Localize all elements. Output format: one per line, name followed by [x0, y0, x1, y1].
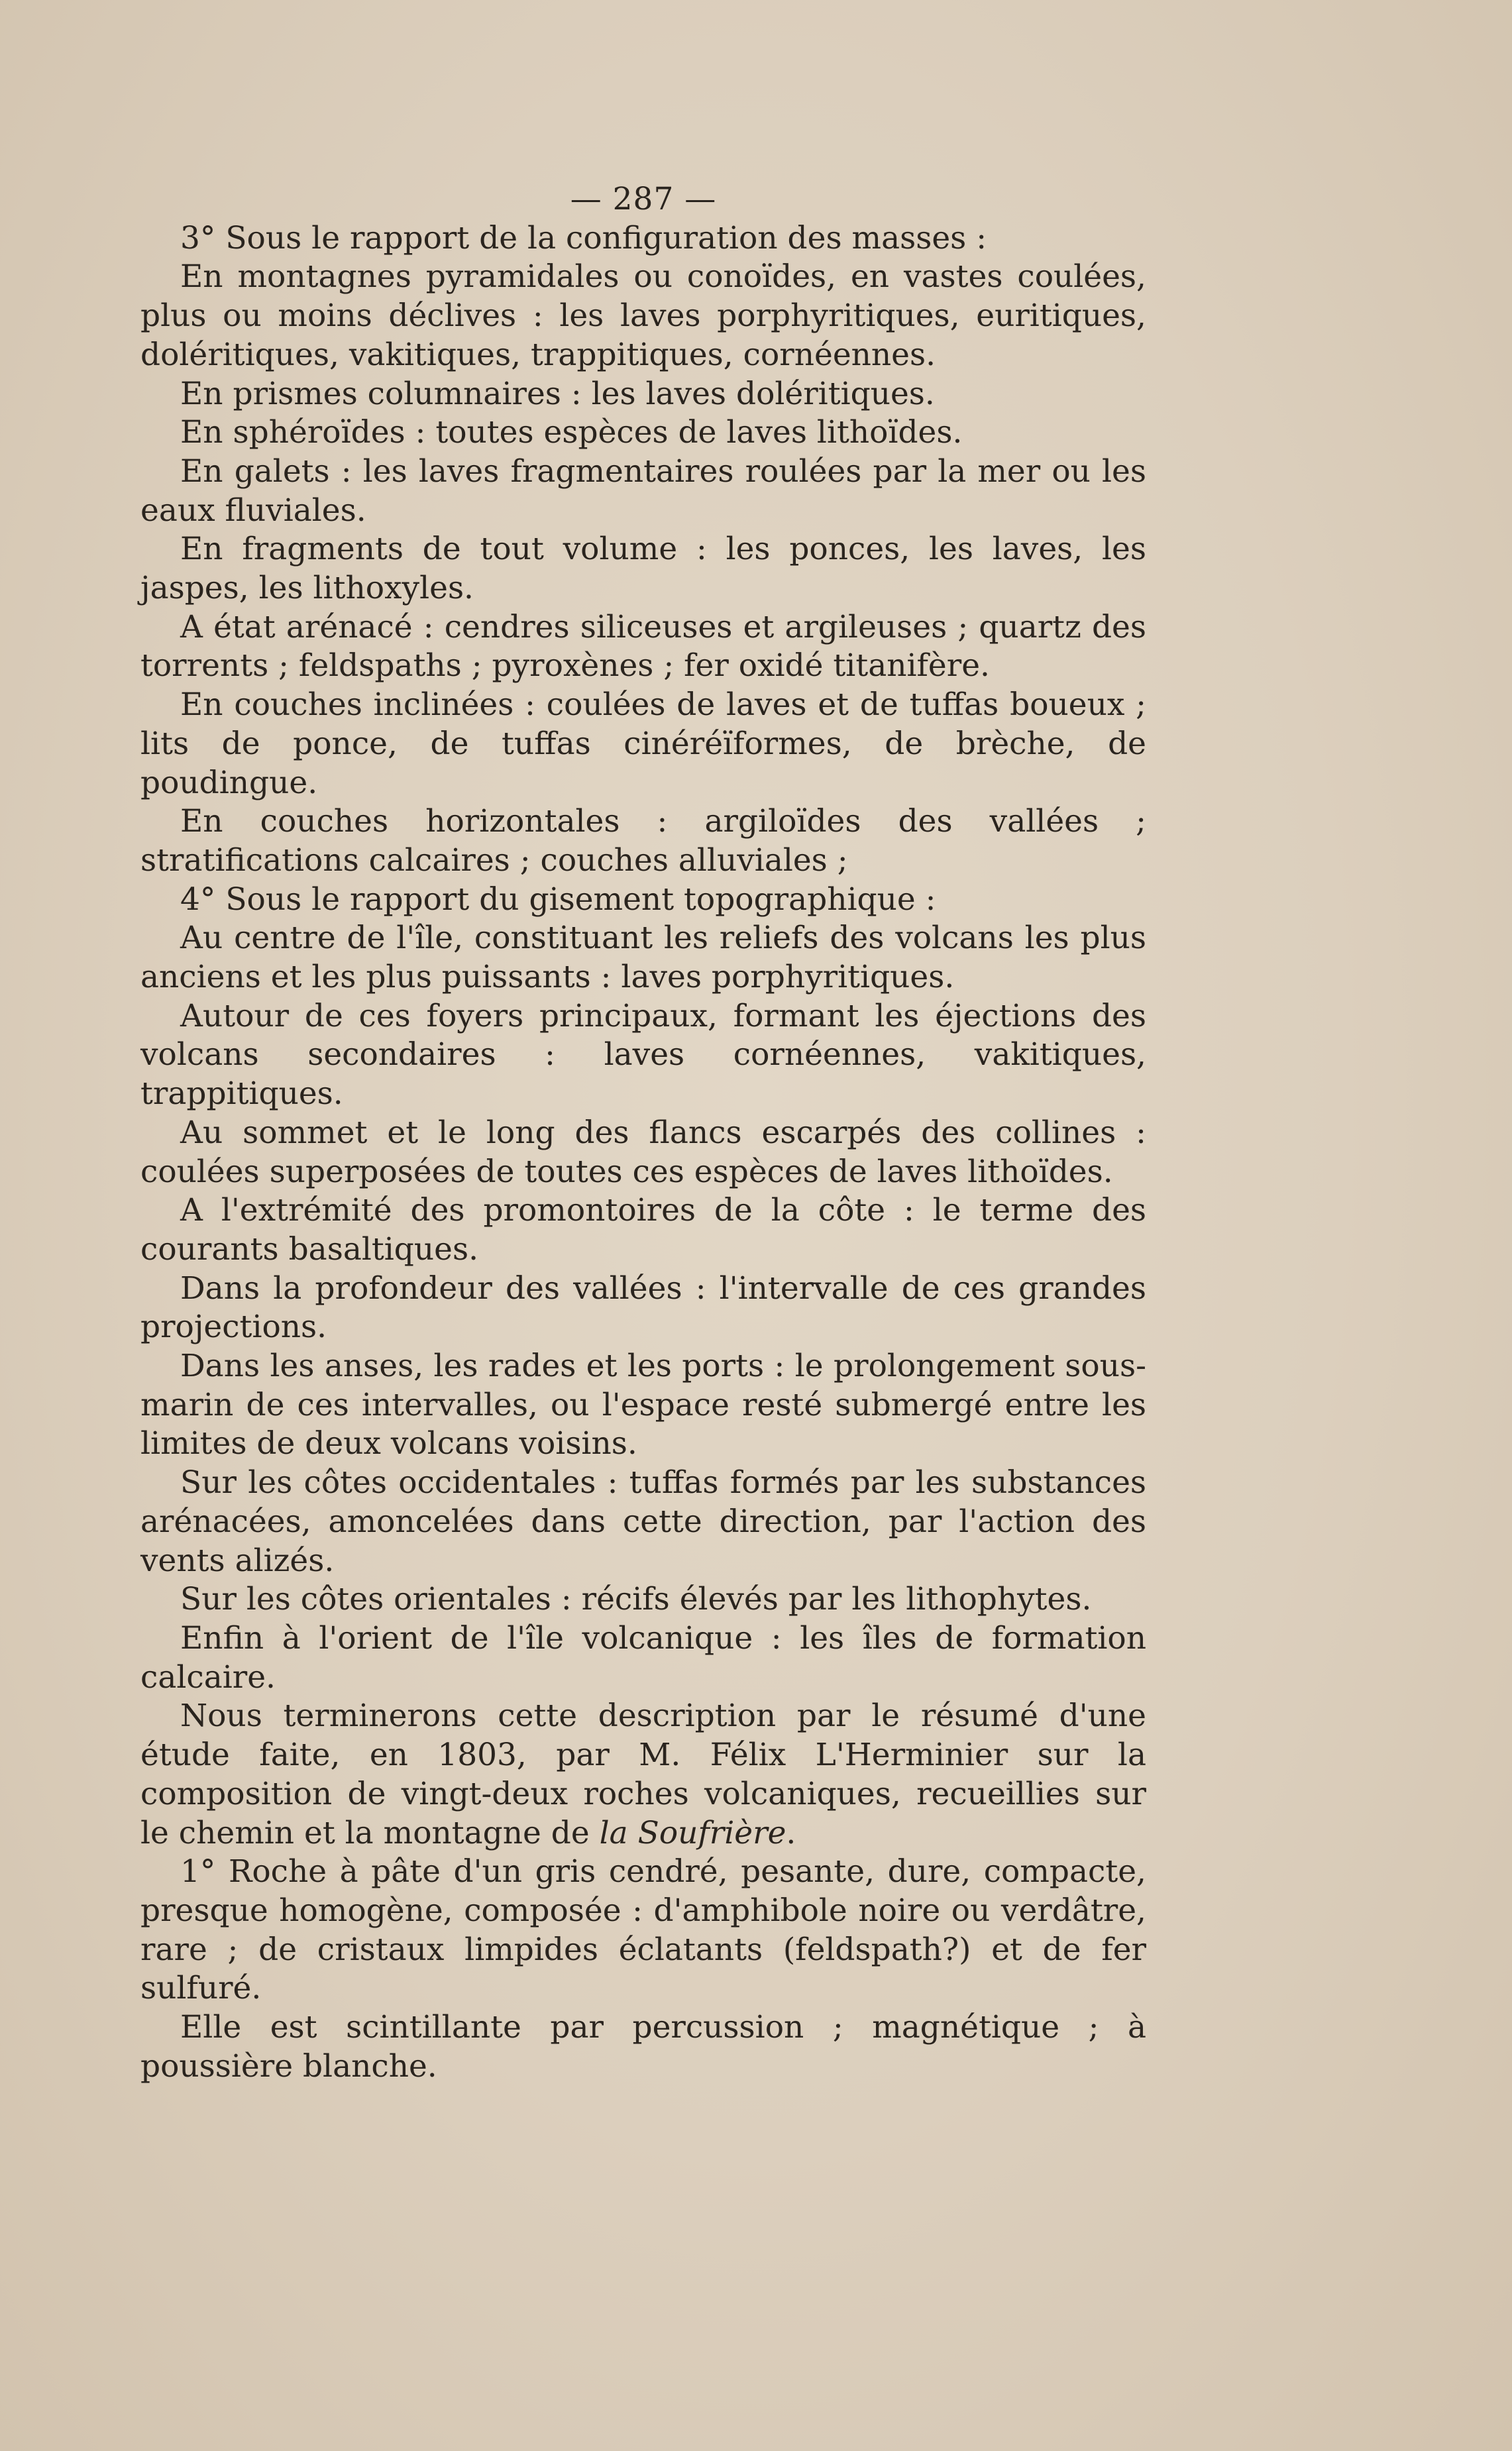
paragraph-roche-1: 1° Roche à pâte d'un gris cendré, pesante, dure, compacte, presque homogène, composée : d'amphibole noire ou verdâtre, rare ; de cristaux limpides éclatants (feldspath?) et de fer sulfuré. — [140, 1853, 1146, 2007]
page-text — [140, 180, 1146, 2086]
paragraph-couches-inclinees: En couches inclinées : coulées de laves et de tuffas boueux ; lits de ponce, de tuffas cinéréïformes, de brèche, de poudingue. — [140, 686, 1146, 801]
paragraph-summary — [140, 1697, 1146, 1853]
paragraph-cotes-orientales: Sur les côtes orientales : récifs élevés par les lithophytes. — [180, 1581, 1092, 1618]
paragraph-cotes-occidentales: Sur les côtes occidentales : tuffas formés par les substances arénacées, amoncelées dans cette direction, par l'action des vents alizés. — [140, 1464, 1146, 1579]
paragraph-prismes: En prismes columnaires : les laves doléritiques. — [180, 375, 935, 412]
summary-italic-place: la Soufrière — [599, 1814, 786, 1851]
paragraph-etat-arenace: A état arénacé : cendres siliceuses et argileuses ; quartz des torrents ; feldspaths ; pyroxènes ; fer oxidé titanifère. — [140, 608, 1146, 684]
paragraph-spheroides: En sphéroïdes : toutes espèces de laves lithoïdes. — [180, 414, 963, 451]
paragraph-sommet: Au sommet et le long des flancs escarpés des collines : coulées superposées de toutes ces espèces de laves lithoïdes. — [140, 1114, 1146, 1190]
paragraph-scintillante: Elle est scintillante par percussion ; magnétique ; à poussière blanche. — [140, 2009, 1146, 2085]
paragraph-gisement-heading: 4° Sous le rapport du gisement topographique : — [180, 881, 936, 918]
summary-text: Nous terminerons cette description par le résumé d'une étude faite, en 1803, par M. Félix L'Herminier sur la composition de vingt-deux roches volcaniques, recueillies sur le chemin et la montagne de — [140, 1698, 1146, 1851]
paragraph-configuration-heading: 3° Sous le rapport de la configuration des masses : — [180, 219, 987, 256]
page-number: — 287 — — [570, 181, 717, 217]
paragraph-foyers: Autour de ces foyers principaux, formant les éjections des volcans secondaires : laves cornéennes, vakitiques, trappitiques. — [140, 997, 1146, 1113]
paragraph-fragments: En fragments de tout volume : les ponces, les laves, les jaspes, les lithoxyles. — [140, 531, 1146, 607]
paragraph-orient: Enfin à l'orient de l'île volcanique : les îles de formation calcaire. — [140, 1620, 1146, 1696]
paragraph-vallees: Dans la profondeur des vallées : l'intervalle de ces grandes projections. — [140, 1270, 1146, 1346]
paragraph-galets: En galets : les laves fragmentaires roulées par la mer ou les eaux fluviales. — [140, 453, 1146, 529]
summary-end: . — [786, 1814, 796, 1851]
paragraph-montagnes: En montagnes pyramidales ou conoïdes, en vastes coulées, plus ou moins déclives : les laves porphyritiques, euritiques, doléritiques, vakitiques, trappitiques, cornéennes. — [140, 258, 1146, 373]
paragraph-couches-horizontales: En couches horizontales : argiloïdes des vallées ; stratifications calcaires ; couches alluviales ; — [140, 803, 1146, 879]
paragraph-promontoires: A l'extrémité des promontoires de la côte : le terme des courants basaltiques. — [140, 1192, 1146, 1268]
paragraph-centre-ile: Au centre de l'île, constituant les reliefs des volcans les plus anciens et les plus puissants : laves porphyritiques. — [140, 920, 1146, 996]
paragraph-anses: Dans les anses, les rades et les ports : le prolongement sous-marin de ces intervalles, ou l'espace resté submergé entre les limites de deux volcans voisins. — [140, 1348, 1146, 1462]
